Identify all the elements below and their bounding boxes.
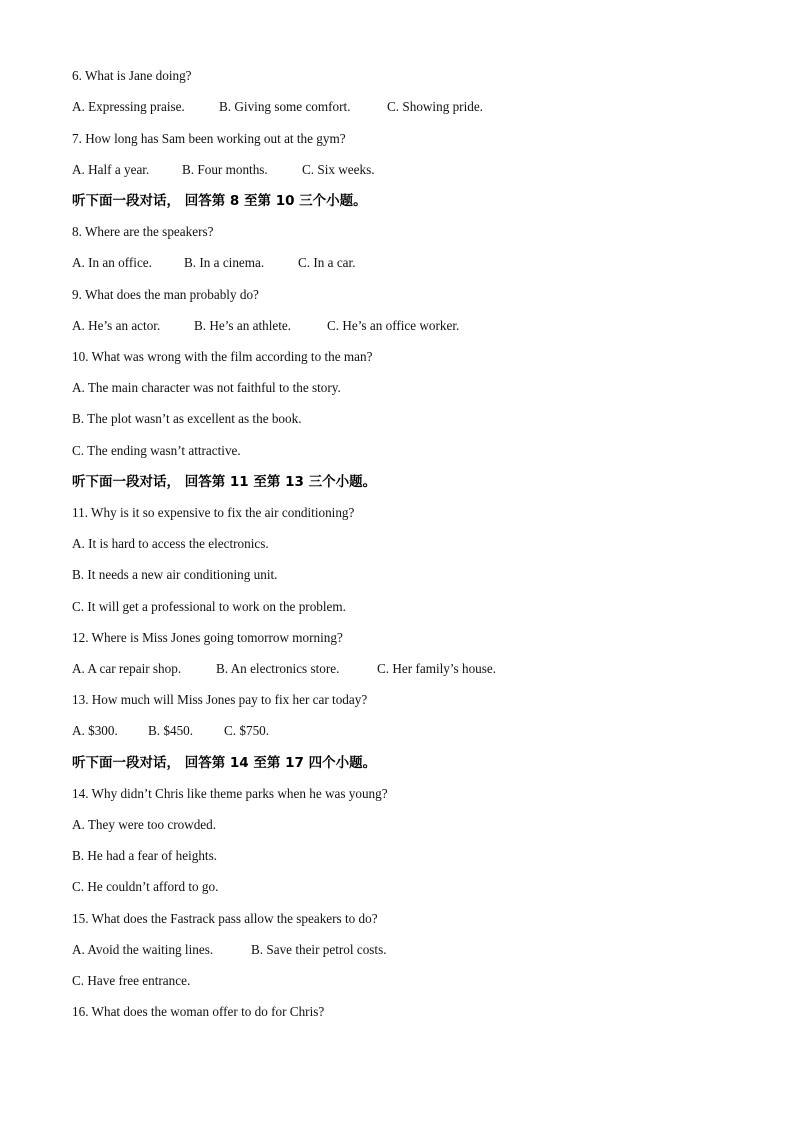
option-8c: C. In a car.	[298, 255, 356, 270]
question-9: 9. What does the man probably do?	[72, 287, 259, 302]
option-11a: A. It is hard to access the electronics.	[72, 536, 269, 551]
option-10a: A. The main character was not faithful to the story.	[72, 380, 341, 395]
option-11b: B. It needs a new air conditioning unit.	[72, 567, 278, 582]
option-13c: C. $750.	[224, 723, 270, 738]
option-7a: A. Half a year.	[72, 162, 150, 177]
option-9a: A. He’s an actor.	[72, 318, 161, 333]
question-12: 12. Where is Miss Jones going tomorrow morning?	[72, 630, 343, 645]
question-15: 15. What does the Fastrack pass allow the speakers to do?	[72, 911, 378, 926]
option-15a: A. Avoid the waiting lines.	[72, 942, 214, 957]
option-14a: A. They were too crowded.	[72, 817, 217, 832]
question-10: 10. What was wrong with the film according to the man?	[72, 349, 373, 364]
option-14c: C. He couldn’t afford to go.	[72, 879, 219, 894]
section-heading-14-17: 听下面一段对话， 回答第 14 至第 17 四个小题。	[72, 755, 377, 771]
option-15b: B. Save their petrol costs.	[251, 942, 387, 957]
question-7: 7. How long has Sam been working out at the gym?	[72, 131, 346, 146]
option-10b: B. The plot wasn’t as excellent as the book.	[72, 411, 302, 426]
question-6: 6. What is Jane doing?	[72, 68, 192, 83]
section-heading-11-13: 听下面一段对话， 回答第 11 至第 13 三个小题。	[72, 474, 377, 490]
option-9c: C. He’s an office worker.	[327, 318, 460, 333]
option-13a: A. $300.	[72, 723, 118, 738]
option-12a: A. A car repair shop.	[72, 661, 182, 676]
question-13: 13. How much will Miss Jones pay to fix her car today?	[72, 692, 368, 707]
option-14b: B. He had a fear of heights.	[72, 848, 218, 863]
option-12c: C. Her family’s house.	[377, 661, 497, 676]
question-16: 16. What does the woman offer to do for Chris?	[72, 1004, 325, 1019]
option-10c: C. The ending wasn’t attractive.	[72, 443, 241, 458]
question-8: 8. Where are the speakers?	[72, 224, 214, 239]
option-6c: C. Showing pride.	[387, 99, 483, 114]
question-11: 11. Why is it so expensive to fix the air conditioning?	[72, 505, 355, 520]
section-heading-8-10: 听下面一段对话， 回答第 8 至第 10 三个小题。	[72, 193, 367, 209]
option-11c: C. It will get a professional to work on the problem.	[72, 599, 346, 614]
option-15c: C. Have free entrance.	[72, 973, 191, 988]
question-14: 14. Why didn’t Chris like theme parks when he was young?	[72, 786, 388, 801]
option-8a: A. In an office.	[72, 255, 152, 270]
option-7b: B. Four months.	[182, 162, 268, 177]
option-6b: B. Giving some comfort.	[219, 99, 351, 114]
option-6a: A. Expressing praise.	[72, 99, 185, 114]
option-8b: B. In a cinema.	[184, 255, 265, 270]
option-7c: C. Six weeks.	[302, 162, 375, 177]
option-12b: B. An electronics store.	[216, 661, 340, 676]
option-9b: B. He’s an athlete.	[194, 318, 292, 333]
option-13b: B. $450.	[148, 723, 194, 738]
